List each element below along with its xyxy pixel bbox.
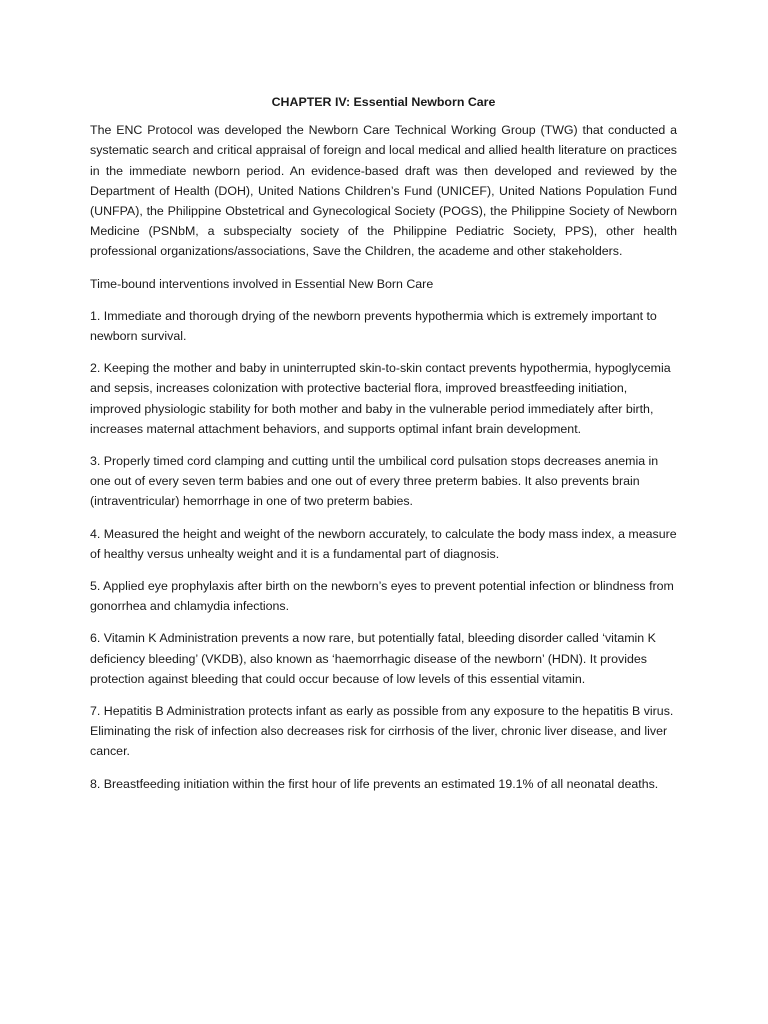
- intervention-item-5: 5. Applied eye prophylaxis after birth on the newborn’s eyes to prevent potential infection or blindness from gonorrhea and chlamydia infections.: [90, 579, 674, 614]
- chapter-title: CHAPTER IV: Essential Newborn Care: [271, 95, 496, 109]
- document-body: [90, 92, 677, 806]
- intervention-item-2: 2. Keeping the mother and baby in uninterrupted skin-to-skin contact prevents hypothermia, hypoglycemia and sepsis, increases colonization with protective bacterial flora, improved breastfeeding initiation, improved physiologic stability for both mother and baby in the vulnerable period immediately after birth, increases maternal attachment behaviors, and supports optimal infant brain development.: [90, 361, 671, 436]
- intervention-item-6: 6. Vitamin K Administration prevents a now rare, but potentially fatal, bleeding disorder called ‘vitamin K deficiency bleeding’ (VKDB), also known as ‘haemorrhagic disease of the newborn’ (HDN). It provides protection against bleeding that could occur because of low levels of this essential vitamin.: [90, 631, 656, 686]
- intervention-item-7: 7. Hepatitis B Administration protects infant as early as possible from any exposure to the hepatitis B virus. Eliminating the risk of infection also decreases risk for cirrhosis of the liver, chronic liver disease, and liver cancer.: [90, 704, 674, 759]
- intervention-item-4: 4. Measured the height and weight of the newborn accurately, to calculate the body mass index, a measure of healthy versus unhealty weight and it is a fundamental part of diagnosis.: [90, 526, 677, 561]
- intervention-item-3: 3. Properly timed cord clamping and cutting until the umbilical cord pulsation stops decreases anemia in one out of every seven term babies and one out of every three preterm babies. It also prevents brain (intraventricular) hemorrhage in one of two preterm babies.: [90, 454, 659, 509]
- intervention-item-1: 1. Immediate and thorough drying of the newborn prevents hypothermia which is extremely important to newborn survival.: [90, 308, 657, 344]
- intro-paragraph: The ENC Protocol was developed the Newborn Care Technical Working Group (TWG) that conducted a systematic search and critical appraisal of foreign and local medical and allied health literature on practices in the immediate newborn period. An evidence-based draft was then developed and reviewed by the Department of Health (DOH), United Nations Children’s Fund (UNICEF), United Nations Population Fund (UNFPA), the Philippine Obstetrical and Gynecological Society (POGS), the Philippine Society of Newborn Medicine (PSNbM, a subspecialty society of the Philippine Pediatric Society, PPS), other health professional organizations/associations, Save the Children, the academe and other stakeholders.: [90, 123, 677, 259]
- intervention-item-8: 8. Breastfeeding initiation within the first hour of life prevents an estimated 19.1% of all neonatal deaths.: [90, 776, 659, 791]
- interventions-heading: Time-bound interventions involved in Essential New Born Care: [90, 276, 434, 291]
